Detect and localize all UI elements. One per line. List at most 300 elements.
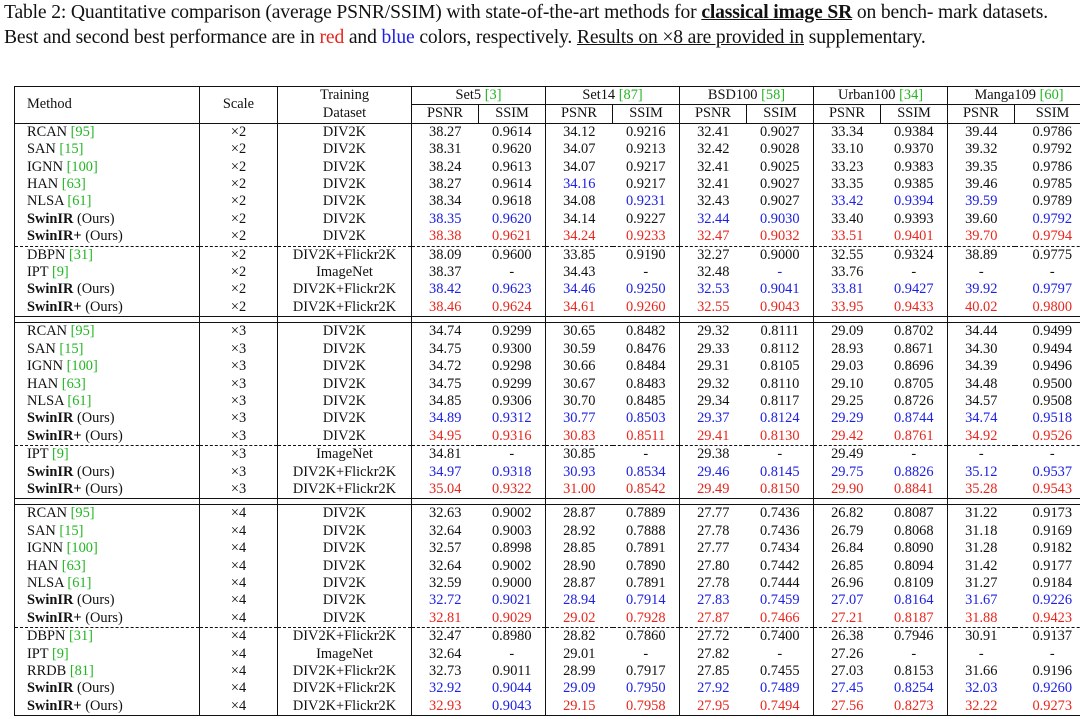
method-name: SwinIR (27, 210, 74, 227)
ssim-value: 0.9027 (747, 176, 814, 193)
ssim-value: 0.9322 (479, 481, 546, 499)
method-ref: [63] (61, 176, 86, 193)
ssim-value: - (881, 264, 948, 281)
psnr-value: 38.27 (429, 176, 462, 193)
psnr-value: 29.49 (814, 446, 881, 464)
caption-results-note: Results on ×8 are provided in (576, 26, 805, 48)
method-name: SwinIR (27, 410, 74, 427)
table-row (15, 698, 1080, 716)
psnr-value: 30.70 (563, 392, 596, 409)
psnr-value: 34.44 (965, 323, 998, 340)
psnr-value: 28.87 (563, 505, 596, 522)
ssim-value: 0.9614 (479, 176, 546, 193)
method-name: HAN (27, 557, 59, 574)
scale-cell: ×3 (200, 393, 278, 410)
scale-cell: ×4 (200, 523, 278, 540)
psnr-value: 27.83 (697, 592, 730, 609)
ssim-value: 0.9003 (479, 523, 546, 540)
psnr-value: 29.75 (831, 463, 864, 480)
psnr-value: 32.92 (429, 680, 462, 697)
header-dataset-set5: Set5 [3] (412, 87, 546, 105)
psnr-value: 35.04 (429, 480, 462, 497)
scale-cell: ×2 (200, 159, 278, 176)
method-ref: [63] (61, 375, 86, 392)
table-row (15, 481, 1080, 499)
ssim-value: 0.7888 (613, 523, 680, 540)
psnr-value: 30.85 (546, 446, 613, 464)
ssim-value: 0.9137 (1015, 628, 1080, 646)
training-dataset-cell: DIV2K (278, 159, 412, 176)
ssim-value: 0.8761 (881, 428, 948, 446)
ssim-value: - (747, 646, 814, 663)
ssim-value: 0.9624 (479, 299, 546, 317)
ssim-value: 0.9543 (1015, 481, 1080, 499)
ssim-value: 0.8254 (881, 680, 948, 697)
ssim-value: 0.7400 (747, 628, 814, 646)
psnr-value: 32.55 (697, 298, 730, 315)
ssim-value: 0.9620 (479, 211, 546, 228)
method-name: SwinIR+ (27, 298, 82, 315)
scale-cell: ×3 (200, 481, 278, 499)
ssim-value: 0.9797 (1015, 281, 1080, 298)
psnr-value: 34.48 (965, 375, 998, 392)
ssim-value: 0.9173 (1015, 505, 1080, 523)
ssim-value: 0.9786 (1015, 159, 1080, 176)
ssim-value: 0.9427 (881, 281, 948, 298)
ssim-value: 0.9792 (1015, 211, 1080, 228)
table-row (15, 393, 1080, 410)
method-ref: [9] (51, 264, 69, 281)
scale-cell: ×3 (200, 341, 278, 358)
psnr-value: 39.46 (965, 176, 998, 193)
method-ref: (Ours) (85, 480, 123, 497)
ssim-value: 0.8112 (747, 341, 814, 358)
psnr-value: 34.95 (429, 427, 462, 444)
method-ref: [61] (67, 574, 92, 591)
scale-cell: ×2 (200, 193, 278, 210)
header-ssim: SSIM (1015, 105, 1080, 123)
scale-cell: ×4 (200, 505, 278, 523)
ssim-value: 0.9025 (747, 159, 814, 176)
ssim-value: - (479, 646, 546, 663)
training-dataset-cell: DIV2K (278, 211, 412, 228)
caption-mid1: on bench- mark datasets. Best and second best performance are in (4, 2, 1049, 48)
psnr-value: 33.85 (546, 246, 613, 264)
psnr-value: 34.74 (429, 323, 462, 340)
psnr-value: 28.82 (546, 628, 613, 646)
method-ref: [95] (70, 505, 95, 522)
psnr-value: 29.33 (697, 340, 730, 357)
ssim-value: 0.9508 (1015, 393, 1080, 410)
training-dataset-cell: DIV2K (278, 358, 412, 375)
training-dataset-cell: DIV2K+Flickr2K (278, 246, 412, 264)
method-cell (15, 481, 200, 499)
psnr-value: 29.41 (697, 427, 730, 444)
ssim-value: 0.9383 (881, 159, 948, 176)
psnr-value: - (978, 645, 984, 662)
scale-cell: ×3 (200, 446, 278, 464)
psnr-value: 30.65 (563, 323, 596, 340)
header-dataset-manga109: Manga109 [60] (948, 87, 1080, 105)
scale-cell: ×2 (200, 299, 278, 317)
ssim-value: 0.9196 (1015, 663, 1080, 680)
method-name: SwinIR (27, 463, 74, 480)
scale-cell: ×3 (200, 410, 278, 427)
ssim-value: 0.9775 (1015, 246, 1080, 264)
psnr-value: 26.84 (831, 540, 864, 557)
psnr-value: 39.59 (965, 193, 998, 210)
method-name: NLSA (27, 193, 64, 210)
ssim-value: 0.9021 (479, 592, 546, 609)
method-name: NLSA (27, 574, 64, 591)
psnr-value: 32.22 (948, 698, 1015, 716)
method-cell (15, 446, 200, 464)
training-dataset-cell: DIV2K+Flickr2K (278, 464, 412, 481)
method-name: IGNN (27, 358, 63, 375)
training-dataset-cell: DIV2K (278, 341, 412, 358)
ssim-value: 0.9786 (1015, 123, 1080, 141)
ssim-value: 0.9260 (613, 299, 680, 317)
method-cell (15, 323, 200, 341)
psnr-value: 28.90 (563, 557, 596, 574)
ssim-value: 0.9032 (747, 228, 814, 246)
method-cell (15, 575, 200, 592)
psnr-value: 32.41 (697, 123, 730, 140)
method-cell (15, 558, 200, 575)
psnr-value: 26.82 (831, 505, 864, 522)
header-psnr: PSNR (948, 105, 1015, 123)
ssim-value: 0.7455 (747, 663, 814, 680)
scale-cell: ×2 (200, 228, 278, 246)
header-scale: Scale (200, 87, 278, 124)
ssim-value: 0.9600 (479, 246, 546, 264)
ssim-value: 0.8164 (881, 592, 948, 609)
method-cell (15, 341, 200, 358)
method-cell (15, 646, 200, 663)
table-row (15, 523, 1080, 540)
ssim-value: 0.9794 (1015, 228, 1080, 246)
header-ssim: SSIM (613, 105, 680, 123)
psnr-value: 29.10 (831, 375, 864, 392)
psnr-value: 30.66 (563, 358, 596, 375)
ssim-value: - (613, 264, 680, 281)
psnr-value: 27.72 (680, 628, 747, 646)
psnr-value: 33.35 (831, 176, 864, 193)
method-cell (15, 281, 200, 298)
ssim-value: 0.8534 (613, 464, 680, 481)
ssim-value: 0.7466 (747, 610, 814, 628)
ssim-value: 0.8476 (613, 341, 680, 358)
ssim-value: 0.9000 (479, 575, 546, 592)
training-dataset-cell: DIV2K+Flickr2K (278, 299, 412, 317)
ssim-value: 0.8482 (613, 323, 680, 341)
psnr-value: 27.78 (697, 522, 730, 539)
psnr-value: 34.24 (563, 228, 596, 245)
psnr-value: 30.93 (563, 463, 596, 480)
psnr-value: 33.51 (831, 228, 864, 245)
ssim-value: 0.9496 (1015, 358, 1080, 375)
ssim-value: 0.8702 (881, 323, 948, 341)
ssim-value: 0.7860 (613, 628, 680, 646)
header-dataset-urban100: Urban100 [34] (814, 87, 948, 105)
ssim-value: 0.8117 (747, 393, 814, 410)
psnr-value: 27.87 (697, 609, 730, 626)
method-name: SwinIR+ (27, 228, 82, 245)
scale-cell: ×4 (200, 575, 278, 592)
method-name: IPT (27, 645, 49, 662)
psnr-value: 40.02 (965, 298, 998, 315)
table-body (15, 123, 1080, 715)
psnr-value: 38.42 (429, 281, 462, 298)
psnr-value: 27.80 (697, 557, 730, 574)
ssim-value: 0.8980 (479, 628, 546, 646)
psnr-value: 31.88 (965, 609, 998, 626)
psnr-value: 34.12 (563, 123, 596, 140)
psnr-value: 33.81 (831, 281, 864, 298)
psnr-value: 32.64 (429, 557, 462, 574)
psnr-value: 32.43 (697, 193, 730, 210)
training-dataset-cell: DIV2K+Flickr2K (278, 481, 412, 499)
method-ref: (Ours) (77, 680, 115, 697)
caption-prefix: Table 2: Quantitative comparison (average PSNR/SSIM) with state-of-the-art methods for (4, 2, 702, 23)
psnr-value: - (978, 264, 984, 281)
ssim-value: 0.7436 (747, 523, 814, 540)
method-ref: (Ours) (77, 410, 115, 427)
psnr-value: 38.09 (412, 246, 479, 264)
psnr-value: 34.16 (563, 176, 596, 193)
psnr-value: 33.40 (831, 210, 864, 227)
training-dataset-cell: ImageNet (278, 264, 412, 281)
psnr-value: 34.61 (563, 298, 596, 315)
psnr-value: 29.09 (831, 323, 864, 340)
ssim-value: 0.9800 (1015, 299, 1080, 317)
ssim-value: 0.9494 (1015, 341, 1080, 358)
method-name: SAN (27, 522, 56, 539)
ssim-value: 0.9250 (613, 281, 680, 298)
ssim-value: 0.9300 (479, 341, 546, 358)
ssim-value: 0.7436 (747, 505, 814, 523)
psnr-value: 33.76 (831, 264, 864, 281)
method-ref: [61] (67, 193, 92, 210)
method-ref: [31] (69, 246, 93, 263)
training-dataset-cell: DIV2K (278, 410, 412, 427)
ssim-value: 0.7917 (613, 663, 680, 680)
header-training-1: Training (278, 87, 412, 105)
psnr-value: 29.37 (697, 410, 730, 427)
psnr-value: 39.44 (965, 123, 998, 140)
table-row (15, 646, 1080, 663)
psnr-value: 34.75 (429, 340, 462, 357)
method-ref: [95] (70, 323, 95, 340)
psnr-value: 38.38 (429, 228, 462, 245)
ssim-value: 0.9043 (747, 299, 814, 317)
training-dataset-cell: ImageNet (278, 446, 412, 464)
table-caption (4, 1, 1078, 50)
psnr-value: - (948, 446, 1015, 464)
method-name: SwinIR+ (27, 697, 82, 714)
psnr-value: 28.94 (563, 592, 596, 609)
psnr-value: 32.63 (429, 505, 462, 522)
scale-cell: ×3 (200, 376, 278, 393)
psnr-value: 29.02 (563, 609, 596, 626)
ssim-value: 0.9623 (479, 281, 546, 298)
method-cell (15, 123, 200, 141)
training-dataset-cell: DIV2K (278, 505, 412, 523)
training-dataset-cell: DIV2K (278, 193, 412, 210)
ssim-value: 0.8484 (613, 358, 680, 375)
header-ssim: SSIM (881, 105, 948, 123)
ssim-value: 0.8145 (747, 464, 814, 481)
table-row (15, 246, 1080, 264)
ssim-value: 0.9324 (881, 246, 948, 264)
ssim-value: 0.9789 (1015, 193, 1080, 210)
table-row (15, 628, 1080, 646)
psnr-value: 32.64 (429, 645, 462, 662)
ssim-value: 0.7889 (613, 505, 680, 523)
scale-cell: ×4 (200, 663, 278, 680)
method-name: RCAN (27, 123, 67, 140)
ssim-value: 0.9499 (1015, 323, 1080, 341)
training-dataset-cell: DIV2K+Flickr2K (278, 680, 412, 697)
table-row (15, 281, 1080, 298)
header-ssim: SSIM (747, 105, 814, 123)
ssim-value: 0.9316 (479, 428, 546, 446)
method-ref: (Ours) (85, 609, 123, 626)
ssim-value: 0.9537 (1015, 464, 1080, 481)
method-name: HAN (27, 375, 59, 392)
method-name: IGNN (27, 158, 63, 175)
psnr-value: 33.34 (831, 123, 864, 140)
method-name: SwinIR (27, 281, 74, 298)
training-dataset-cell: DIV2K+Flickr2K (278, 663, 412, 680)
psnr-value: 32.47 (412, 628, 479, 646)
psnr-value: 31.18 (965, 522, 998, 539)
table-row (15, 193, 1080, 210)
psnr-value: 32.03 (965, 680, 998, 697)
ssim-value: 0.8485 (613, 393, 680, 410)
psnr-value: 39.35 (965, 158, 998, 175)
psnr-value: 30.77 (563, 410, 596, 427)
ssim-value: - (1015, 446, 1080, 464)
psnr-value: 34.74 (965, 410, 998, 427)
ssim-value: 0.9226 (1015, 592, 1080, 609)
psnr-value: 38.37 (429, 264, 462, 281)
table-row (15, 323, 1080, 341)
caption-highlight: classical image SR (701, 2, 853, 23)
scale-cell: ×2 (200, 281, 278, 298)
psnr-value: 32.53 (697, 281, 730, 298)
ssim-value: 0.7434 (747, 540, 814, 557)
scale-cell: ×4 (200, 610, 278, 628)
ssim-value: 0.9620 (479, 141, 546, 158)
psnr-value: 32.27 (680, 246, 747, 264)
table-row (15, 680, 1080, 697)
ssim-value: 0.7958 (613, 698, 680, 716)
psnr-value: 31.28 (965, 540, 998, 557)
ssim-value: 0.7459 (747, 592, 814, 609)
ssim-value: - (613, 646, 680, 663)
ssim-value: 0.9002 (479, 558, 546, 575)
ssim-value: 0.8068 (881, 523, 948, 540)
method-ref: (Ours) (77, 210, 115, 227)
training-dataset-cell: DIV2K+Flickr2K (278, 698, 412, 716)
psnr-value: 32.42 (697, 141, 730, 158)
method-ref: [31] (69, 628, 93, 645)
table-row (15, 558, 1080, 575)
caption-mid3: colors, respectively. (414, 26, 577, 48)
ssim-value: 0.9306 (479, 393, 546, 410)
psnr-value: 38.24 (429, 158, 462, 175)
method-cell (15, 176, 200, 193)
method-cell (15, 393, 200, 410)
ssim-value: 0.9299 (479, 376, 546, 393)
psnr-value: 34.46 (563, 281, 596, 298)
psnr-value: 38.34 (429, 193, 462, 210)
ssim-value: 0.8153 (881, 663, 948, 680)
ssim-value: 0.8273 (881, 698, 948, 716)
ssim-value: 0.8111 (747, 323, 814, 341)
psnr-value: 34.57 (965, 392, 998, 409)
ssim-value: 0.9518 (1015, 410, 1080, 427)
ssim-value: 0.9028 (747, 141, 814, 158)
psnr-value: 30.59 (563, 340, 596, 357)
header-dataset-bsd100: BSD100 [58] (680, 87, 814, 105)
scale-cell: ×4 (200, 680, 278, 697)
ssim-value: 0.7891 (613, 540, 680, 557)
psnr-value: 29.46 (697, 463, 730, 480)
psnr-value: 27.77 (697, 505, 730, 522)
psnr-value: 35.12 (965, 463, 998, 480)
ssim-value: 0.9298 (479, 358, 546, 375)
method-ref: (Ours) (85, 697, 123, 714)
table-row (15, 376, 1080, 393)
psnr-value: 29.38 (680, 446, 747, 464)
psnr-value: 26.85 (831, 557, 864, 574)
psnr-value: 29.42 (831, 427, 864, 444)
psnr-value: 39.60 (965, 210, 998, 227)
method-ref: [100] (66, 158, 98, 175)
table-row (15, 663, 1080, 680)
table-row (15, 159, 1080, 176)
psnr-value: 26.79 (831, 522, 864, 539)
ssim-value: 0.9299 (479, 323, 546, 341)
ssim-value: 0.9233 (613, 228, 680, 246)
ssim-value: 0.8503 (613, 410, 680, 427)
caption-suffix: supplementary. (804, 26, 926, 48)
training-dataset-cell: DIV2K (278, 141, 412, 158)
ssim-value: 0.8094 (881, 558, 948, 575)
scale-cell: ×2 (200, 141, 278, 158)
method-name: IPT (27, 264, 49, 281)
ssim-value: 0.9500 (1015, 376, 1080, 393)
training-dataset-cell: DIV2K (278, 610, 412, 628)
ssim-value: 0.8744 (881, 410, 948, 427)
training-dataset-cell: DIV2K (278, 376, 412, 393)
psnr-value: 29.32 (697, 375, 730, 392)
method-name: SAN (27, 340, 56, 357)
psnr-value: 32.81 (429, 609, 462, 626)
psnr-value: 27.56 (814, 698, 881, 716)
psnr-value: 32.59 (429, 574, 462, 591)
psnr-value: 38.46 (429, 298, 462, 315)
ssim-value: 0.9394 (881, 193, 948, 210)
scale-cell: ×3 (200, 358, 278, 375)
ssim-value: 0.9401 (881, 228, 948, 246)
ssim-value: 0.7891 (613, 575, 680, 592)
ssim-value: 0.9433 (881, 299, 948, 317)
ssim-value: 0.9190 (613, 246, 680, 264)
ssim-value: 0.9030 (747, 211, 814, 228)
